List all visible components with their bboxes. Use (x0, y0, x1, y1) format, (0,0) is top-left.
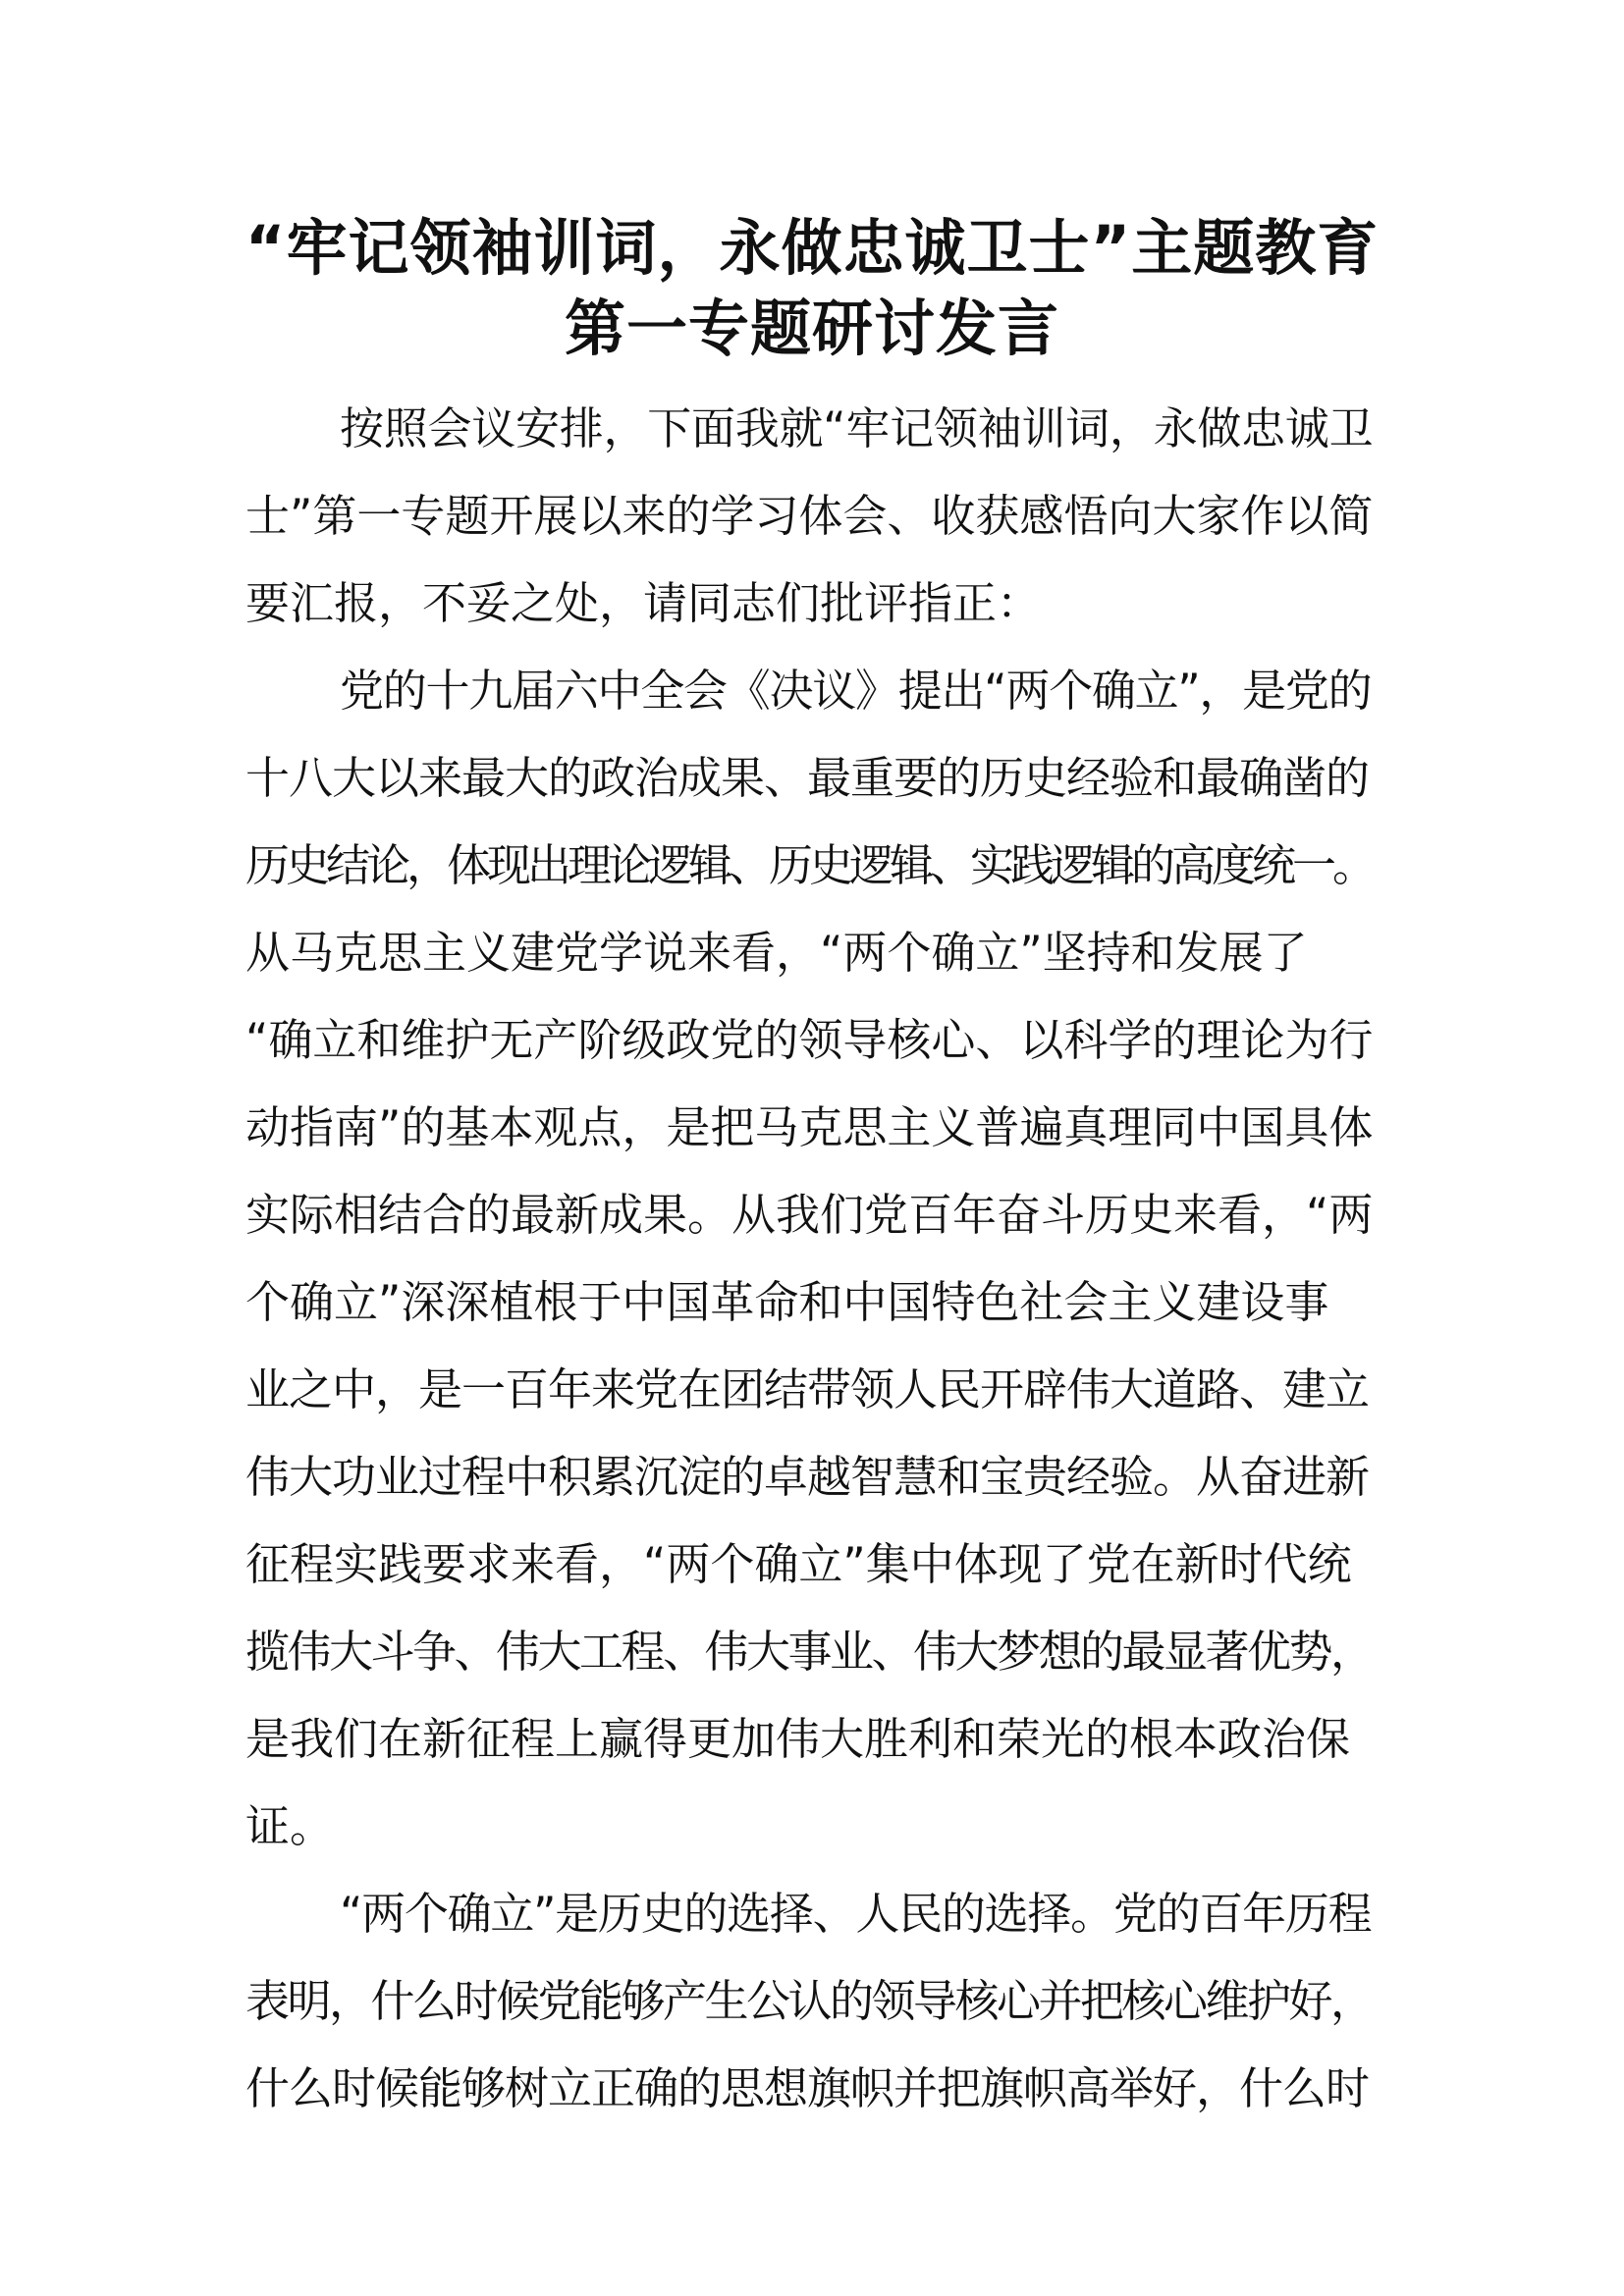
document-body (245, 385, 1375, 2132)
text-line: 征程实践要求来看，“两个确立”集中体现了党在新时代统 (245, 1538, 1352, 1590)
text-line: 是我们在新征程上赢得更加伟大胜利和荣光的根本政治保 (245, 1713, 1351, 1765)
text-line: 动指南”的基本观点，是把马克思主义普遍真理同中国具体 (245, 1101, 1374, 1153)
text-line: 表明，什么时候党能够产生公认的领导核心并把核心维护好， (245, 1975, 1373, 2027)
text-line: 按照会议安排，下面我就“牢记领袖训词，永做忠诚卫 (340, 402, 1374, 454)
title-line-2: 第一专题研讨发言 (564, 293, 1059, 364)
text-line: 业之中，是一百年来党在团结带领人民开辟伟大道路、建立 (245, 1363, 1370, 1415)
text-line: 士”第一专题开展以来的学习体会、收获感悟向大家作以简 (245, 490, 1374, 542)
text-line: 从马克思主义建党学说来看，“两个确立”坚持和发展了 (245, 927, 1308, 979)
text-line: 实际相结合的最新成果。从我们党百年奋斗历史来看，“两 (245, 1189, 1374, 1241)
paragraph-two-establishments (245, 647, 1375, 1870)
document-title (196, 208, 1428, 369)
text-line: “两个确立”是历史的选择、人民的选择。党的百年历程 (340, 1888, 1372, 1940)
text-line: 历史结论，体现出理论逻辑、历史逻辑、实践逻辑的高度统一。 (245, 839, 1374, 891)
text-line: 证。 (245, 1800, 335, 1852)
text-line: 伟大功业过程中积累沉淀的卓越智慧和宝贵经验。从奋进新 (245, 1451, 1370, 1503)
text-line: 什么时候能够树立正确的思想旗帜并把旗帜高举好，什么时 (245, 2062, 1370, 2114)
paragraph-historical-choice (245, 1870, 1375, 2132)
text-line: 十八大以来最大的政治成果、最重要的历史经验和最确凿的 (245, 752, 1370, 804)
text-line: 要汇报，不妥之处，请同志们批评指正： (245, 577, 1042, 629)
text-line: 个确立”深深植根于中国革命和中国特色社会主义建设事 (245, 1276, 1329, 1328)
text-line: 党的十九届六中全会《决议》提出“两个确立”，是党的 (340, 665, 1372, 717)
title-line-1: “牢记领袖训词，永做忠诚卫士”主题教育 (244, 212, 1380, 284)
text-line: 揽伟大斗争、伟大工程、伟大事业、伟大梦想的最显著优势， (245, 1626, 1373, 1678)
paragraph-intro (245, 385, 1375, 647)
text-line: “确立和维护无产阶级政党的领导核心、以科学的理论为行 (245, 1014, 1374, 1066)
